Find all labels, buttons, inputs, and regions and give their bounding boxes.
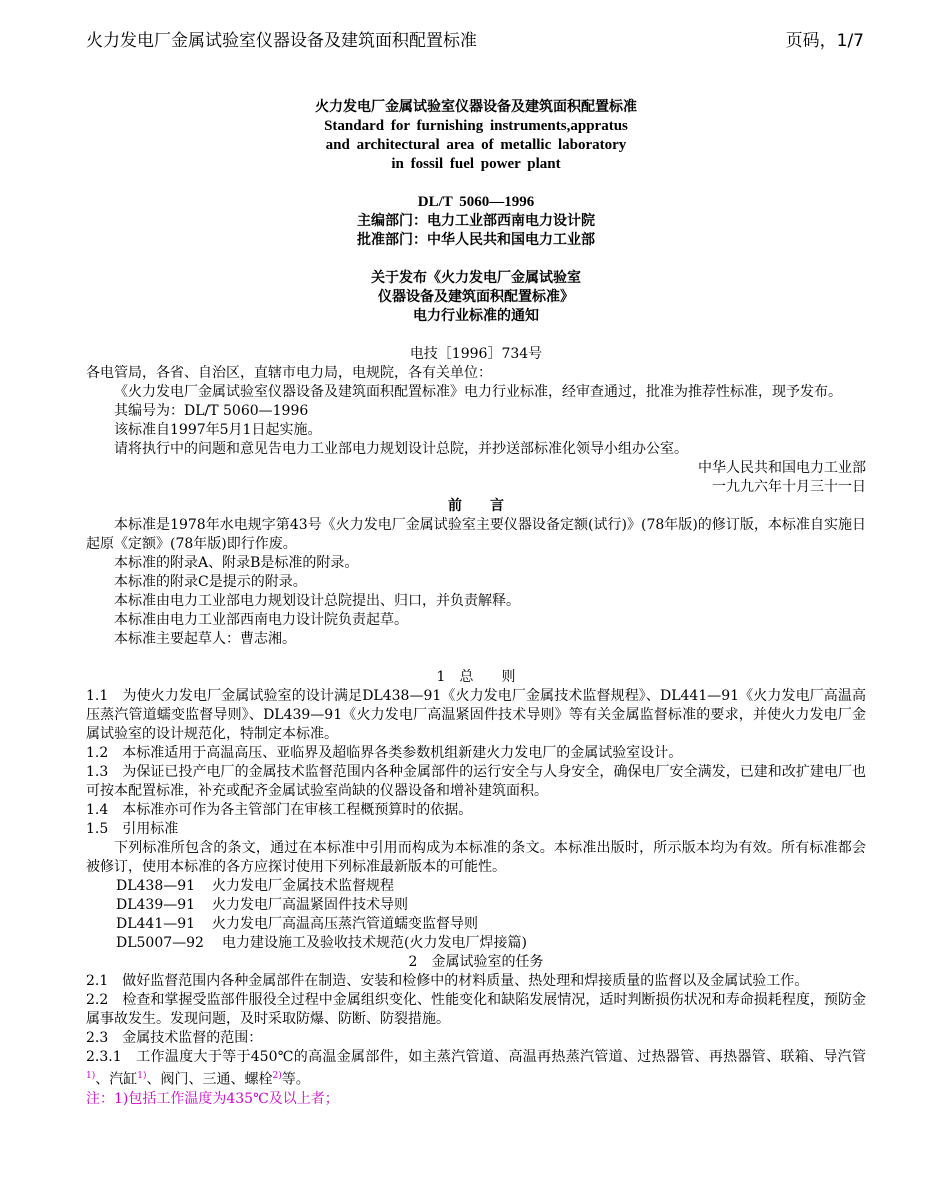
footnote-marker: 1) bbox=[137, 1071, 147, 1081]
notice-paragraph: 其编号为：DL/T 5060—1996 bbox=[114, 403, 309, 419]
preface-paragraph: 本标准的附录A、附录B是标准的附录。 bbox=[114, 555, 359, 571]
preface-paragraph: 本标准由电力工业部西南电力设计院负责起草。 bbox=[114, 612, 408, 628]
signing-date: 一九九六年十月三十一日 bbox=[712, 479, 866, 495]
clause: 2.3 金属技术监督的范围： bbox=[86, 1030, 263, 1046]
signer: 中华人民共和国电力工业部 bbox=[698, 460, 866, 476]
title-cn: 火力发电厂金属试验室仪器设备及建筑面积配置标准 bbox=[315, 99, 637, 115]
preface-paragraph: 本标准由电力工业部电力规划设计总院提出、归口，并负责解释。 bbox=[114, 593, 520, 609]
notice-paragraph: 《火力发电厂金属试验室仪器设备及建筑面积配置标准》电力行业标准，经审查通过，批准为推荐性标准，现予发布。 bbox=[114, 384, 842, 400]
chapter2-heading: 2 金属试验室的任务 bbox=[408, 954, 544, 970]
clause: 2.2 检查和掌握受监部件服役全过程中金属组织变化、性能变化和缺陷发展情况，适时判断损伤状况和寿命损耗程度，预防金属事故发生。发现问题，及时采取防爆、防断、防裂措施。 bbox=[86, 992, 866, 1027]
chapter1-heading: 1 总 则 bbox=[436, 669, 516, 685]
reference-item: DL439—91 火力发电厂高温紧固件技术导则 bbox=[116, 897, 408, 913]
page-number: 页码，1/7 bbox=[785, 31, 864, 51]
footnote-note: 注：1)包括工作温度为435℃及以上者； bbox=[86, 1090, 339, 1107]
clause: 1.3 为保证已投产电厂的金属技术监督范围内各种金属部件的运行安全与人身安全，确保电厂安全满发，已建和改扩建电厂也可按本配置标准，补充或配齐金属试验室尚缺的仪器设备和增补建筑面积。 bbox=[86, 764, 866, 799]
notice-title-line3: 电力行业标准的通知 bbox=[413, 308, 539, 324]
clause: 1.2 本标准适用于高温高压、亚临界及超临界各类参数机组新建火力发电厂的金属试验室设计。 bbox=[86, 745, 683, 761]
clause: 1.1 为使火力发电厂金属试验室的设计满足DL438—91《火力发电厂金属技术监督规程》、DL441—91《火力发电厂高温高压蒸汽管道蠕变监督导则》、DL439—91《火力发电厂高温紧固件技术导则》等有关金属监督标准的要求，并使火力发电厂金属试验室的设计规范化，特制定本标准。 bbox=[86, 688, 866, 742]
title-en-line1: Standard for furnishing instruments,appratus bbox=[324, 118, 628, 134]
document-body bbox=[86, 98, 866, 1109]
reference-item: DL441—91 火力发电厂高温高压蒸汽管道蠕变监督导则 bbox=[116, 916, 478, 932]
clause: 2.3.1 工作温度大于等于450℃的高温金属部件，如主蒸汽管道、高温再热蒸汽管道、过热器管、再热器管、联箱、导汽管$^{1)}$、汽缸$^{1)}$、阀门、三通、螺栓$^{2)}$等。 bbox=[86, 1049, 866, 1088]
preface-paragraph: 本标准的附录C是提示的附录。 bbox=[114, 574, 307, 590]
page-header bbox=[86, 26, 864, 52]
footnote-marker: 1) bbox=[86, 1071, 96, 1081]
reference-item: DL438—91 火力发电厂金属技术监督规程 bbox=[116, 878, 394, 894]
reference-item: DL5007—92 电力建设施工及验收技术规范(火力发电厂焊接篇) bbox=[116, 935, 527, 951]
approver-dept: 批准部门：中华人民共和国电力工业部 bbox=[357, 232, 595, 248]
notice-title-line2: 仪器设备及建筑面积配置标准》 bbox=[378, 289, 574, 305]
preface-paragraph: 本标准是1978年水电规字第43号《火力发电厂金属试验室主要仪器设备定额(试行)》(78年版)的修订版，本标准自实施日起原《定额》(78年版)即行作废。 bbox=[86, 517, 866, 552]
clause: 2.1 做好监督范围内各种金属部件在制造、安装和检修中的材料质量、热处理和焊接质量的监督以及金属试验工作。 bbox=[86, 973, 809, 989]
title-en-line2: and architectural area of metallic laboratory bbox=[325, 137, 627, 153]
header-title: 火力发电厂金属试验室仪器设备及建筑面积配置标准 bbox=[86, 31, 477, 51]
editor-dept: 主编部门：电力工业部西南电力设计院 bbox=[357, 213, 595, 229]
document-number: 电技［1996］734号 bbox=[409, 346, 543, 362]
clause: 1.4 本标准亦可作为各主管部门在审核工程概预算时的依据。 bbox=[86, 802, 473, 818]
clause: 1.5 引用标准 bbox=[86, 821, 179, 837]
preface-heading: 前 言 bbox=[448, 498, 504, 514]
notice-paragraph: 该标准自1997年5月1日起实施。 bbox=[114, 422, 322, 438]
clause-paragraph: 下列标准所包含的条文，通过在本标准中引用而构成为本标准的条文。本标准出版时，所示版本均为有效。所有标准都会被修订，使用本标准的各方应探讨使用下列标准最新版本的可能性。 bbox=[86, 840, 866, 875]
standard-code: DL/T 5060—1996 bbox=[417, 194, 535, 210]
preface-paragraph: 本标准主要起草人：曹志湘。 bbox=[114, 631, 296, 647]
notice-paragraph: 请将执行中的问题和意见告电力工业部电力规划设计总院，并抄送部标准化领导小组办公室。 bbox=[114, 441, 688, 457]
footnote-marker: 2) bbox=[272, 1071, 282, 1081]
title-en-line3: in fossil fuel power plant bbox=[391, 156, 561, 172]
notice-title-line1: 关于发布《火力发电厂金属试验室 bbox=[371, 270, 581, 286]
addressee: 各电管局，各省、自治区，直辖市电力局，电规院，各有关单位： bbox=[86, 365, 492, 381]
